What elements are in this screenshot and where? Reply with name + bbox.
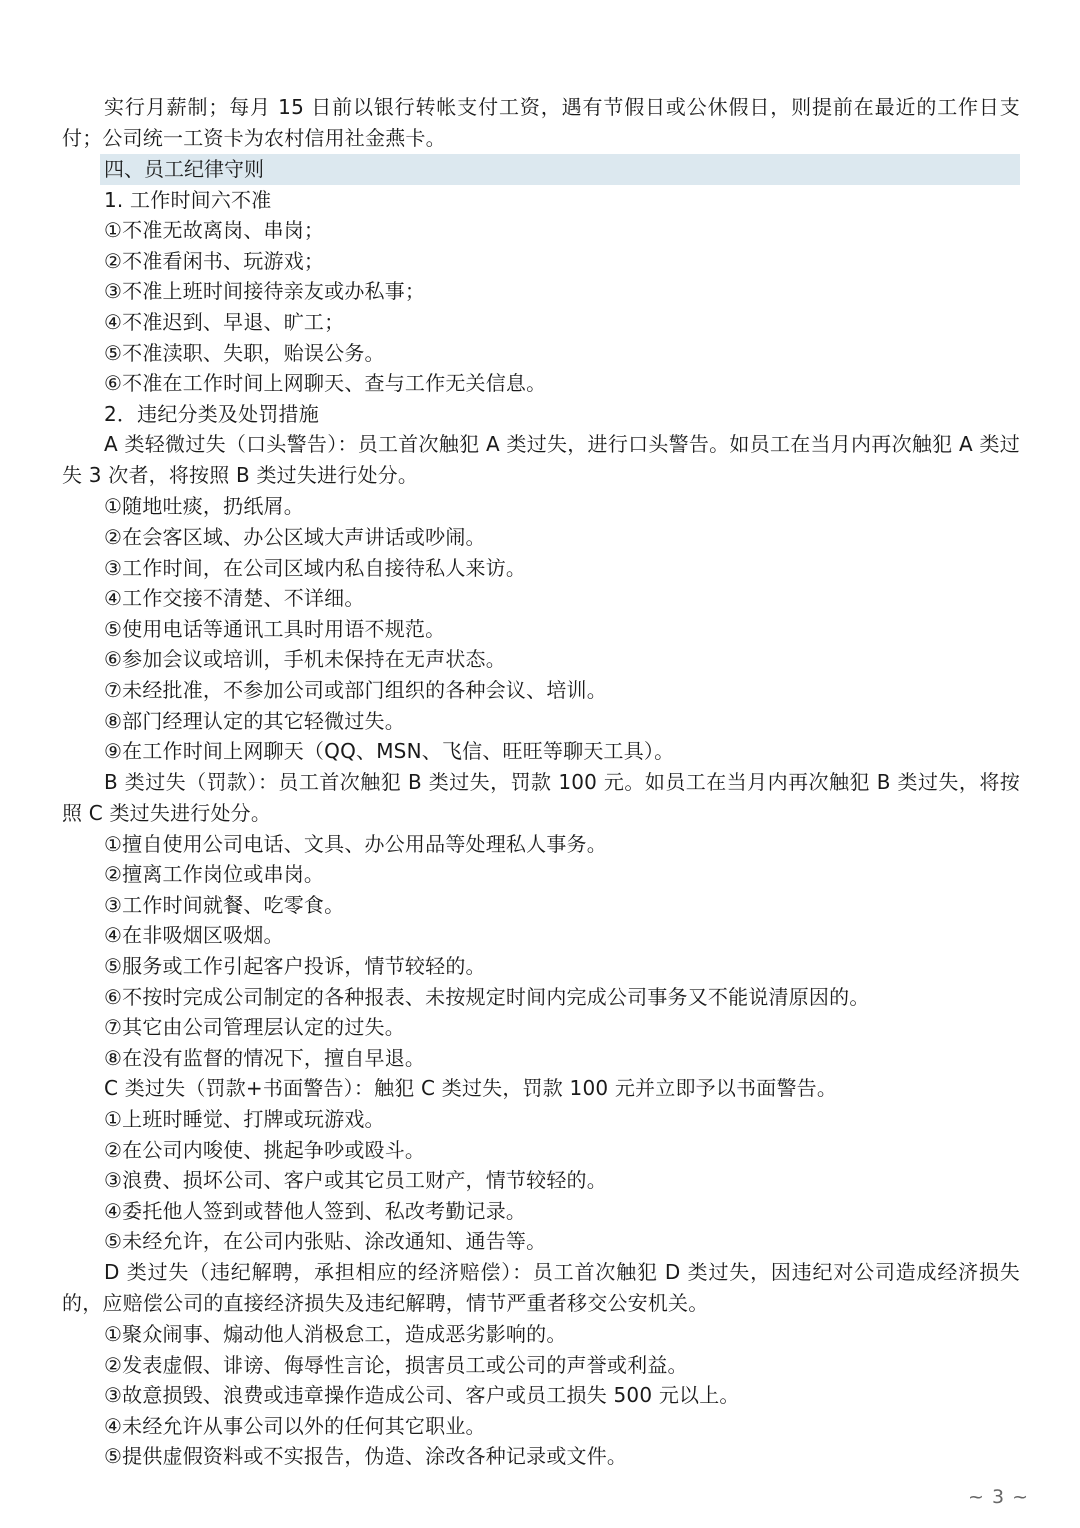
- class-b-description: B 类过失（罚款）：员工首次触犯 B 类过失，罚款 100 元。如员工在当月内再次触犯 B 类过失，将按照 C 类过失进行处分。: [62, 769, 1020, 825]
- list-item: ③不准上班时间接待亲友或办私事；: [104, 279, 426, 304]
- list-item: ⑤提供虚假资料或不实报告，伪造、涂改各种记录或文件。: [104, 1444, 628, 1469]
- list-item: ②发表虚假、诽谤、侮辱性言论，损害员工或公司的声誉或利益。: [104, 1352, 688, 1377]
- list-item: ⑤使用电话等通讯工具时用语不规范。: [104, 616, 446, 641]
- list-item: ④不准迟到、早退、旷工；: [104, 309, 345, 334]
- list-item: ①上班时睡觉、打牌或玩游戏。: [104, 1107, 385, 1132]
- list-item: ②擅离工作岗位或串岗。: [104, 862, 325, 887]
- list-item: ③故意损毁、浪费或违章操作造成公司、客户或员工损失 500 元以上。: [104, 1383, 740, 1408]
- list-item: ⑧部门经理认定的其它轻微过失。: [104, 708, 405, 733]
- list-item: ⑤服务或工作引起客户投诉，情节较轻的。: [104, 954, 486, 979]
- list-item: ③浪费、损坏公司、客户或其它员工财产，情节较轻的。: [104, 1168, 607, 1193]
- section-heading: 四、员工纪律守则: [100, 154, 1020, 185]
- list-item: ③工作时间就餐、吃零食。: [104, 892, 345, 917]
- rule2-title: 2．违纪分类及处罚措施: [104, 401, 319, 426]
- list-item: ②不准看闲书、玩游戏；: [104, 248, 325, 273]
- list-item: ②在公司内唆使、挑起争吵或殴斗。: [104, 1137, 426, 1162]
- list-item: ①随地吐痰，扔纸屑。: [104, 494, 304, 519]
- rule1-title: 1. 工作时间六不准: [104, 187, 272, 212]
- document-body: [62, 92, 1020, 1472]
- list-item: ②在会客区域、办公区域大声讲话或吵闹。: [104, 524, 486, 549]
- page-number: ~ 3 ~: [968, 1486, 1030, 1508]
- list-item: ①擅自使用公司电话、文具、办公用品等处理私人事务。: [104, 831, 607, 856]
- list-item: ③工作时间，在公司区域内私自接待私人来访。: [104, 555, 527, 580]
- list-item: ④工作交接不清楚、不详细。: [104, 586, 365, 611]
- class-d-description: D 类过失（违纪解聘，承担相应的经济赔偿）：员工首次触犯 D 类过失，因违纪对公司造成经济损失的，应赔偿公司的直接经济损失及违纪解聘，情节严重者移交公安机关。: [62, 1260, 1020, 1315]
- list-item: ⑦未经批准，不参加公司或部门组织的各种会议、培训。: [104, 677, 607, 702]
- list-item: ④在非吸烟区吸烟。: [104, 923, 284, 948]
- class-c-description: C 类过失（罚款+书面警告）：触犯 C 类过失，罚款 100 元并立即予以书面警告。: [104, 1076, 838, 1101]
- list-item: ④未经允许从事公司以外的任何其它职业。: [104, 1413, 486, 1438]
- list-item: ⑨在工作时间上网聊天（QQ、MSN、飞信、旺旺等聊天工具）。: [104, 739, 675, 764]
- list-item: ⑥不按时完成公司制定的各种报表、未按规定时间内完成公司事务又不能说清原因的。: [104, 984, 870, 1009]
- list-item: ⑤未经允许，在公司内张贴、涂改通知、通告等。: [104, 1229, 547, 1254]
- list-item: ⑤不准渎职、失职，贻误公务。: [104, 340, 385, 365]
- salary-paragraph: 实行月薪制；每月 15 日前以银行转帐支付工资，遇有节假日或公休假日，则提前在最近的工作日支付；公司统一工资卡为农村信用社金燕卡。: [62, 95, 1020, 150]
- list-item: ⑥参加会议或培训，手机未保持在无声状态。: [104, 647, 506, 672]
- list-item: ⑥不准在工作时间上网聊天、查与工作无关信息。: [104, 371, 547, 396]
- list-item: ⑦其它由公司管理层认定的过失。: [104, 1015, 405, 1040]
- list-item: ①不准无故离岗、串岗；: [104, 218, 325, 243]
- list-item: ④委托他人签到或替他人签到、私改考勤记录。: [104, 1198, 527, 1223]
- list-item: ⑧在没有监督的情况下，擅自早退。: [104, 1045, 426, 1070]
- list-item: ①聚众闹事、煽动他人消极怠工，造成恶劣影响的。: [104, 1322, 567, 1346]
- class-a-description: A 类轻微过失（口头警告）：员工首次触犯 A 类过失，进行口头警告。如员工在当月内再次触犯 A 类过失 3 次者，将按照 B 类过失进行处分。: [62, 432, 1020, 488]
